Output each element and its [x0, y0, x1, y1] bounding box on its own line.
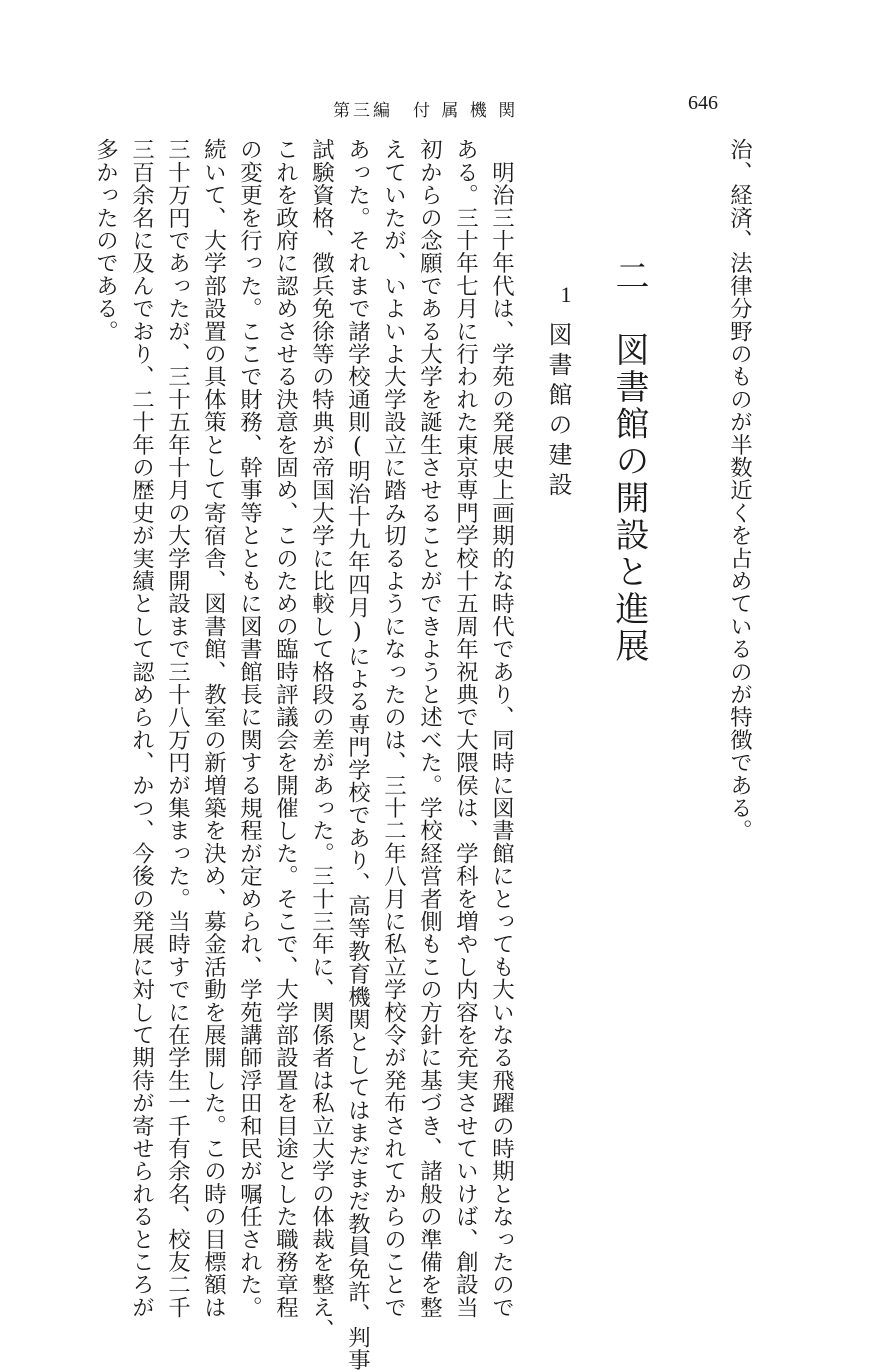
- subsection-number: 1: [560, 282, 572, 307]
- paragraph-line: 三十万円であったが、三十五年十月の大学開設まで三十八万円が集まった。当時すでに在学生一千有余名、校友二千: [164, 138, 191, 1319]
- paragraph-line: の変更を行った。ここで財務、幹事等とともに図書館長に関する規程が定められ、学苑講師浮田和民が嘱任された。: [236, 138, 263, 1319]
- paragraph-line: 三百余名に及んでおり、二十年の歴史が実績として認められ、かつ、今後の発展に対して期待が寄せられるところが: [128, 138, 155, 1319]
- paragraph-line: あった。それまで諸学校通則(明治十九年四月)による専門学校であり、高等教育機関としてはまだまだ教員免許、判事: [344, 138, 371, 1371]
- subsection-title: 図書館の建設: [544, 322, 572, 502]
- paragraph-line: 多かったのである。: [92, 138, 119, 343]
- paragraph-line: 試験資格、徴兵免徐等の特典が帝国大学に比較して格段の差があった。三十三年に、関係者は私立大学の体裁を整え、: [308, 138, 335, 1342]
- paragraph-line: ある。三十年七月に行われた東京専門学校十五周年祝典で大隈侯は、学科を増やし内容を充実させていけば、創設当: [452, 138, 479, 1319]
- lead-line: 治、経済、法律分野のものが半数近くを占めているのが特徴である。: [726, 138, 753, 842]
- paragraph-line: 明治三十年代は、学苑の発展史上画期的な時代であり、同時に図書館にとっても大いなる飛躍の時期となったので: [488, 138, 515, 1319]
- paragraph-line: これを政府に認めさせる決意を固め、このための臨時評議会を開催した。そこで、大学部設置を目途とした職務章程: [272, 138, 299, 1319]
- paragraph-line: えていたが、いよいよ大学設立に踏み切るようになったのは、三十二年八月に私立学校令が発布されてからのことで: [380, 138, 407, 1319]
- page-number: 646: [688, 92, 718, 114]
- paragraph-line: 初からの念願である大学を誕生させることができようと述べた。学校経営者側もこの方針に基づき、諸般の準備を整: [416, 138, 443, 1319]
- section-title: 二 図書館の開設と進展: [609, 258, 649, 665]
- running-header: 第三編 付 属 機 関: [333, 101, 519, 121]
- paragraph-line: 続いて、大学部設置の具体策として寄宿舎、図書館、教室の新増築を決め、募金活動を展開した。この時の目標額は: [200, 138, 227, 1319]
